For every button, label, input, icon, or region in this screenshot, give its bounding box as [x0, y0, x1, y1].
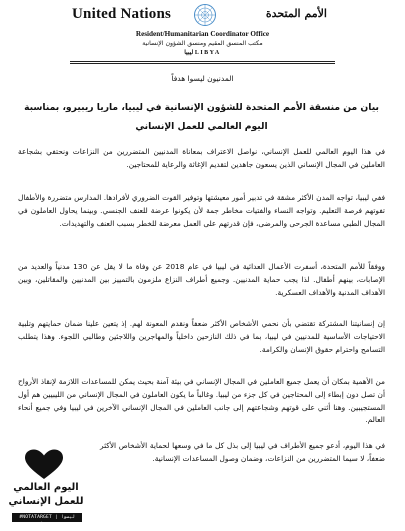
- country-arabic: ليبيا: [184, 50, 194, 56]
- country-english: LIBYA: [194, 50, 221, 56]
- paragraph-4: إن إنسانيتنا المشتركة تقتضي بأن نحمي الأشخاص الأكثر ضعفاً ونقدم المعونة لهم. إذ يتعين علينا ضمان حمايتهم وتلبية الاحتياجات الأساسية للمدنيين في ليبيا، بما في ذلك النازحين داخلياً والمهاجرين واللاجئين وطالبي اللجوء. وهذا يتطلب التسامح واحترام حقوق الإنسان والكرامة.: [18, 319, 385, 354]
- header-divider-secondary: [70, 63, 335, 64]
- letterhead: [0, 0, 405, 70]
- un-emblem-icon: [193, 3, 217, 27]
- logo-text-line-2: للعمل الإنساني: [8, 496, 84, 507]
- paragraph-5: من الأهمية بمكان أن يعمل جميع العاملين في المجال الإنساني في بيئة آمنة بحيث يمكن للمساعدات اللازمة لإنقاذ الأرواح أن تصل دون إبطاء إلى المحتاجين في كل جزء من ليبيا. وغالباً ما يكون العاملون في المجال الإنساني من الليبيين هم أول المستجيبين. وهنا أثني على قوتهم وشجاعتهم إلى جانب العاملين في المجال الإنساني الآخرين في ليبيا وفي جميع أنحاء العالم.: [18, 377, 385, 425]
- campaign-hashtag: المدنيون ليسوا هدفاً: [171, 74, 234, 83]
- paragraph-6: في هذا اليوم، أدعو جميع الأطراف في ليبيا إلى بذل كل ما في وسعها لحماية الأشخاص الأكثر ضعفاً، لا سيما المتضررين من النزاعات، وضمان وصول المساعدات الإنسانية.: [100, 441, 385, 463]
- logo-hashtag-bar: #NOTATARGET | ليسوا هدفاً#: [12, 513, 82, 522]
- paragraph-2: ففي ليبيا، تواجه المدن الأكثر مشقة في تدبير أمور معيشتها وتوفير القوت الضروري لأفرادها. المدارس متضررة والأطفال تفوتهم فرصة التعليم. وتواجه النساء والفتيات مخاطر جمة لأن يكونوا عرضة للعنف الجنسي. وبينما يحاول العاملون في المجال الطبي مساعدة الجرحى والمرضى، فإن قدرتهم على العمل معرضة للخطر بسبب العنف والتهديدات.: [18, 193, 385, 228]
- statement-title: بيان من منسقة الأمم المتحدة للشؤون الإنسانية في ليبيا، ماريا ريبيرو، بمناسبة اليوم العالمي للعمل الإنساني: [24, 102, 379, 132]
- org-name-arabic: الأمم المتحدة: [265, 7, 327, 20]
- country-label: [0, 49, 405, 56]
- office-name-english: Resident/Humanitarian Coordinator Office: [135, 30, 270, 38]
- paragraph-1: في هذا اليوم العالمي للعمل الإنساني، نواصل الاعتراف بمعاناة المدنيين المتضررين من النزاعات ونحتفي بشجاعة العاملين في المجال الإنساني الذين يسعون جاهدين لتقديم الإغاثة والرعاية للمحتاجين.: [18, 147, 385, 169]
- heart-icon: [24, 449, 64, 481]
- org-name-english: United Nations: [72, 6, 172, 22]
- world-humanitarian-day-logo: [4, 448, 88, 529]
- header-divider: [70, 61, 335, 62]
- logo-text-line-1: اليوم العالمي: [13, 482, 79, 493]
- paragraph-3: ووفقاً للأمم المتحدة، أسفرت الأعمال العدائية في ليبيا في عام 2018 عن وفاة ما لا يقل عن 130 مدنياً والعديد من الإصابات، بينهم أطفال. لذا يجب حماية المدنيين. وجميع أطراف النزاع ملزمون بالتمييز بين المدنيين والمقاتلين، وبين الأهداف المدنية والأهداف العسكرية.: [18, 262, 385, 297]
- office-name-arabic: مكتب المنسق المقيم ومنسق الشؤون الإنسانية: [142, 40, 263, 47]
